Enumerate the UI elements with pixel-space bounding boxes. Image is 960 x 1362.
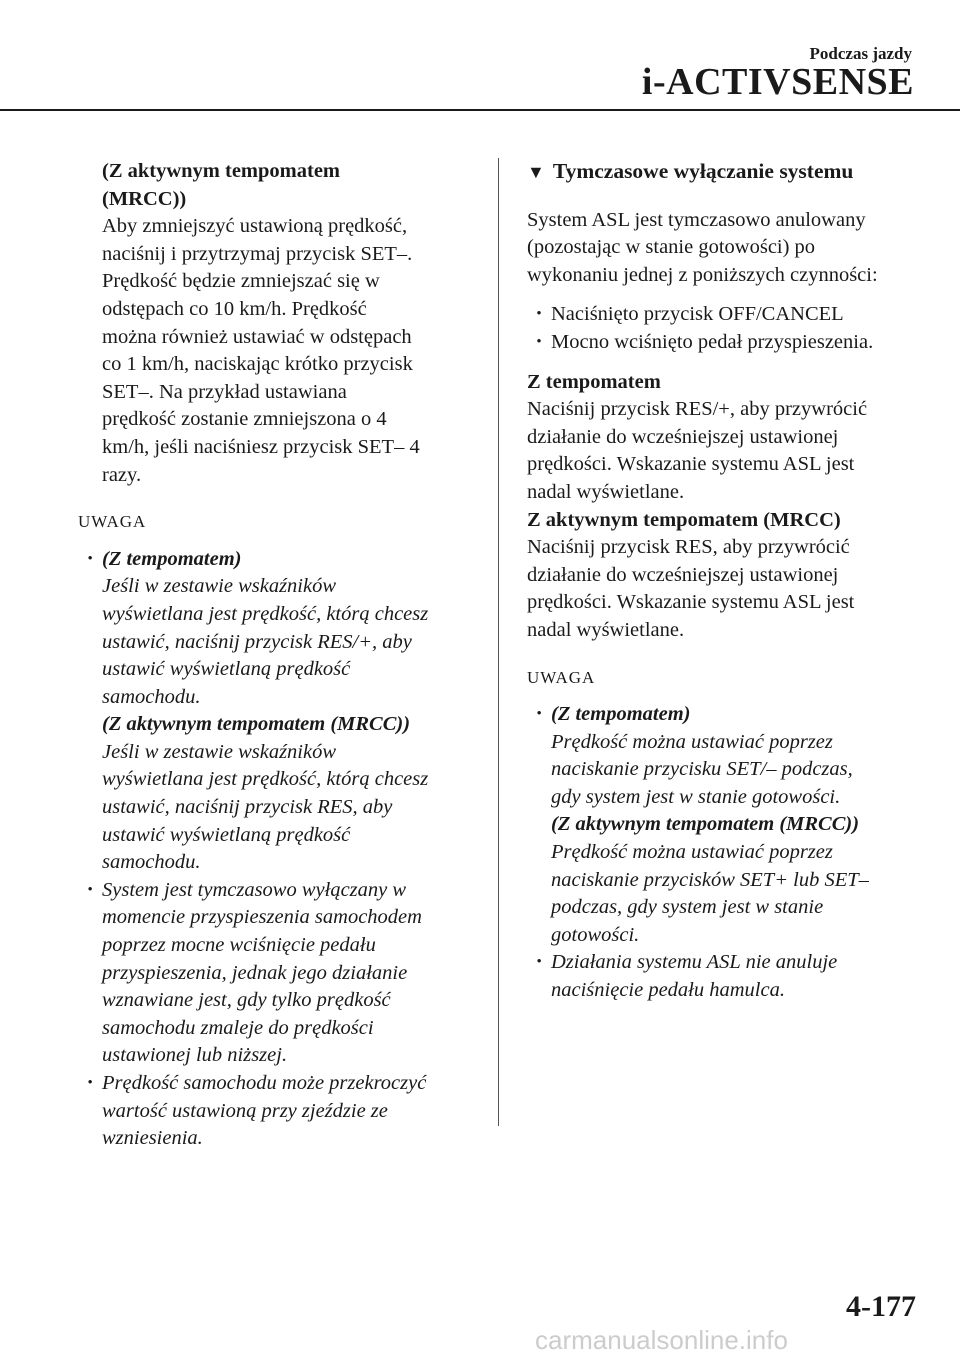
text-line: SET–. Na przykład ustawiana: [102, 380, 347, 403]
condition-text: Mocno wciśnięto pedał przyspieszenia.: [551, 330, 874, 353]
page-number: 4-177: [846, 1290, 916, 1323]
section-title: [527, 158, 927, 187]
text-line: nadal wyświetlane.: [527, 618, 685, 641]
bullet-dot: •: [536, 954, 542, 971]
bullet-subheading: (Z aktywnym tempomatem (MRCC)): [551, 813, 860, 836]
text-line: Naciśnij przycisk RES/+, aby przywrócić: [527, 398, 868, 421]
text-line: Prędkość samochodu może przekroczyć: [102, 1072, 427, 1094]
bullet-dot: •: [536, 306, 542, 323]
bullet-dot: •: [87, 881, 93, 898]
text-line: ustawić, naciśnij przycisk RES/+, aby: [102, 630, 412, 653]
text-line: prędkości. Wskazanie systemu ASL jest: [527, 453, 855, 476]
text-line: gotowości.: [551, 923, 640, 946]
text-line: Działania systemu ASL nie anuluje: [551, 951, 838, 974]
condition-item: [527, 329, 927, 357]
bullet-subheading: (Z aktywnym tempomatem (MRCC)): [102, 713, 411, 736]
subsection-title: Z aktywnym tempomatem (MRCC): [527, 508, 841, 531]
footer-watermark: carmanualsonline.info: [535, 1325, 788, 1355]
text-line: ustawić, naciśnij przycisk RES, aby: [102, 796, 393, 819]
text-line: samochodu.: [102, 685, 201, 708]
header-rule: [0, 109, 960, 111]
text-line: wyświetlana jest prędkość, którą chcesz: [102, 768, 429, 791]
text-line: wykonaniu jednej z poniższych czynności:: [527, 263, 878, 286]
text-line: Naciśnij przycisk RES, aby przywrócić: [527, 536, 850, 559]
text-line: odstępach co 10 km/h. Prędkość: [102, 297, 367, 320]
text-line: System jest tymczasowo wyłączany w: [102, 878, 407, 901]
note-label: UWAGA: [527, 667, 596, 687]
bullet-subheading: (Z tempomatem): [102, 547, 242, 570]
left-column: [78, 158, 480, 1153]
text-line: co 1 km/h, naciskając krótko przycisk: [102, 353, 413, 376]
text-line: System ASL jest tymczasowo anulowany: [527, 208, 866, 231]
text-line: podczas, gdy system jest w stanie: [551, 896, 824, 919]
text-line: nadal wyświetlane.: [527, 480, 685, 503]
text-line: poprzez mocne wciśnięcie pedału: [102, 934, 376, 957]
note-bullet: [527, 701, 927, 949]
text-line: Jeśli w zestawie wskaźników: [102, 575, 337, 598]
text-line: Prędkość można ustawiać poprzez: [551, 841, 833, 864]
running-header-section: Podczas jazdy: [809, 44, 912, 63]
bullet-dot: •: [536, 706, 542, 723]
text-line: (pozostając w stanie gotowości) po: [527, 236, 816, 259]
text-line: ustawionej lub niższej.: [102, 1044, 288, 1067]
column-divider: [498, 158, 499, 1126]
text-line: prędkości. Wskazanie systemu ASL jest: [527, 591, 855, 614]
text-line: prędkość zostanie zmniejszona o 4: [102, 408, 387, 431]
text-line: działanie do wcześniejszej ustawionej: [527, 563, 839, 586]
section-title-text: Tymczasowe wyłączanie systemu: [552, 159, 854, 183]
text-line: samochodu zmaleje do prędkości: [102, 1016, 374, 1039]
text-line: można również ustawiać w odstępach: [102, 325, 412, 348]
text-line: ustawić wyświetlaną prędkość: [102, 823, 351, 846]
intro-heading: (MRCC)): [102, 187, 187, 210]
note-bullet: [78, 877, 480, 1070]
text-line: wyświetlana jest prędkość, którą chcesz: [102, 602, 429, 625]
text-line: wznawiane jest, gdy tylko prędkość: [102, 989, 391, 1012]
subsection-title: Z tempomatem: [527, 370, 661, 393]
condition-item: [527, 301, 927, 329]
text-line: momencie przyspieszenia samochodem: [102, 906, 422, 929]
text-line: gdy system jest w stanie gotowości.: [551, 785, 841, 808]
bullet-subheading: (Z tempomatem): [551, 703, 691, 726]
text-line: km/h, jeśli naciśniesz przycisk SET– 4: [102, 435, 420, 458]
text-line: Prędkość można ustawiać poprzez: [551, 730, 833, 753]
text-line: ustawić wyświetlaną prędkość: [102, 658, 351, 681]
text-line: naciskanie przycisków SET+ lub SET–: [551, 868, 869, 891]
text-line: przyspieszenia, jednak jego działanie: [102, 961, 408, 984]
note-bullet: [527, 949, 927, 1004]
intro-heading: (Z aktywnym tempomatem: [102, 160, 340, 182]
note-bullet: [78, 546, 480, 877]
bullet-dot: •: [536, 333, 542, 350]
text-line: razy.: [102, 463, 142, 486]
right-column: [527, 158, 927, 1005]
text-line: Prędkość będzie zmniejszać się w: [102, 270, 380, 293]
text-line: wartość ustawioną przy zjeździe ze: [102, 1099, 388, 1122]
text-line: samochodu.: [102, 851, 201, 874]
triangle-down-icon: ▼: [527, 162, 545, 182]
text-line: wzniesienia.: [102, 1127, 203, 1150]
text-line: naciśnij i przytrzymaj przycisk SET–.: [102, 242, 413, 265]
running-header-title: i-ACTIVSENSE: [641, 61, 914, 103]
mrcc-intro: [78, 158, 480, 489]
text-line: Aby zmniejszyć ustawioną prędkość,: [102, 215, 408, 238]
text-line: Jeśli w zestawie wskaźników: [102, 740, 337, 763]
text-line: naciskanie przycisku SET/– podczas,: [551, 758, 853, 781]
text-line: naciśnięcie pedału hamulca.: [551, 979, 785, 1002]
note-bullet: [78, 1070, 480, 1153]
text-line: działanie do wcześniejszej ustawionej: [527, 425, 839, 448]
bullet-dot: •: [87, 550, 93, 567]
bullet-dot: •: [87, 1075, 93, 1091]
condition-text: Naciśnięto przycisk OFF/CANCEL: [551, 303, 844, 326]
note-label: UWAGA: [78, 512, 147, 532]
